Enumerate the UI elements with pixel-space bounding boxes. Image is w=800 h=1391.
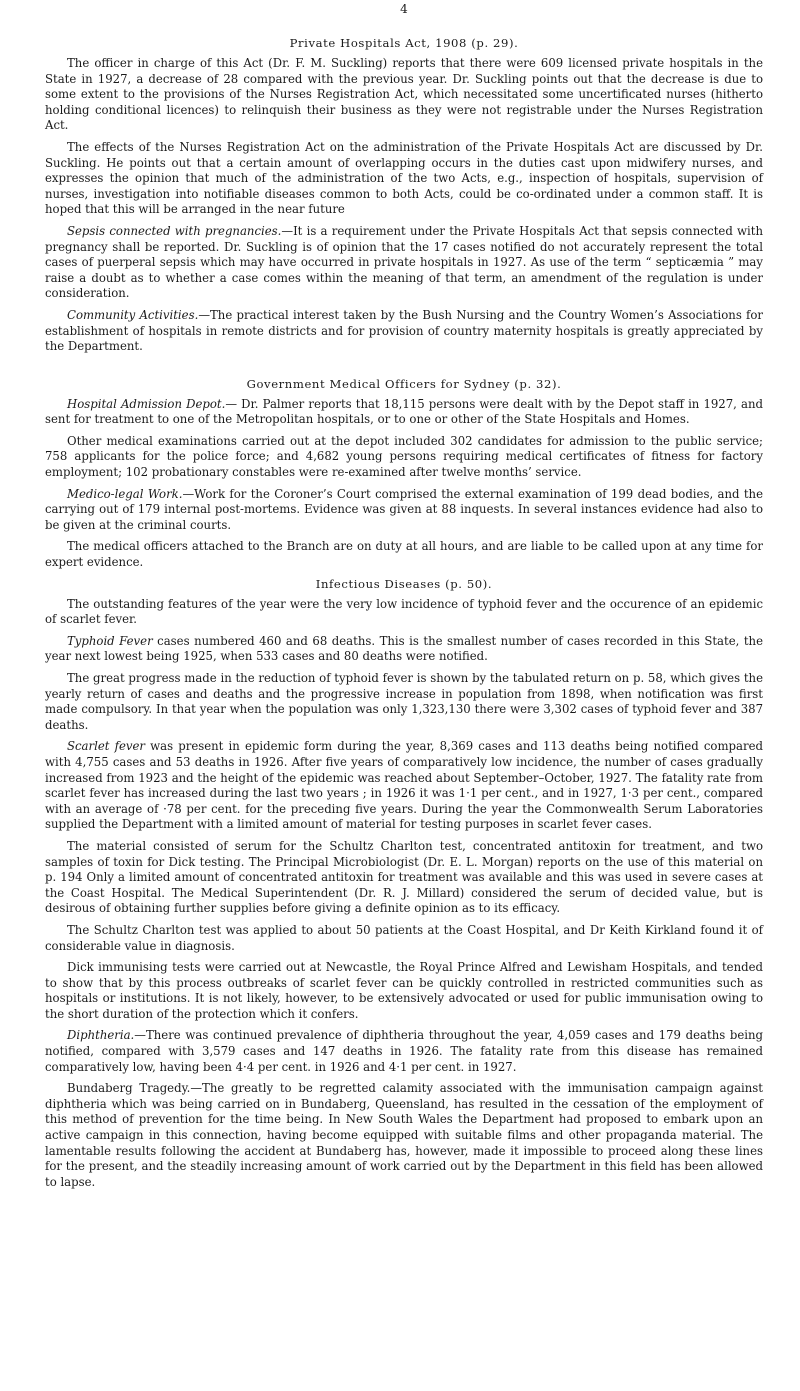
paragraph: Other medical examinations carried out at the depot included 302 candidates for admission to the public service; 758 applicants for the police force; and 4,682 young persons requiring medical certificates of fitness for factory employment; 102 probationary constables were re-examined after twelve months’ service. bbox=[45, 433, 763, 480]
paragraph-lead: Community Activities. bbox=[67, 307, 199, 322]
paragraph: The medical officers attached to the Branch are on duty at all hours, and are liable to be called upon at any time for expert evidence. bbox=[45, 539, 763, 570]
paragraph: Sepsis connected with pregnancies.—It is a requirement under the Private Hospitals Act that sepsis connected with pregnancy shall be reported. Dr. Suckling is of opinion that the 17 cases notified do not accurately represent the total cases of puerperal sepsis which may have occurred in private hospitals in 1927. As use of the term “ septicæmia ” may raise a doubt as to whether a case comes within the meaning of that term, an amendment of the regulation is under consideration. bbox=[45, 223, 763, 301]
section-infectious-diseases bbox=[45, 577, 763, 1191]
paragraph-lead: Scarlet fever bbox=[67, 739, 145, 754]
paragraph-lead: Hospital Admission Depot. bbox=[67, 396, 226, 411]
paragraph-lead: Sepsis connected with pregnancies. bbox=[67, 223, 282, 238]
paragraph: Bundaberg Tragedy.—The greatly to be regretted calamity associated with the immunisation campaign against diphtheria which was being carried on in Bundaberg, Queensland, has resulted in the cessation of the employment of this method of prevention for the time being. In New South Wales the Department had proposed to embark upon an active campaign in this connection, having become equipped with suitable films and other propaganda material. The lamentable results following the accident at Bundaberg has, however, made it impossible to proceed along these lines for the present, and the steadily increasing amount of work carried out by the Department in this field has been allowed to lapse. bbox=[45, 1081, 763, 1189]
paragraph: The material consisted of serum for the Schultz Charlton test, concentrated antitoxin for treatment, and two samples of toxin for Dick testing. The Principal Microbiologist (Dr. E. L. Morgan) reports on the use of this material on p. 194 Only a limited amount of concentrated antitoxin for treatment was available and this was used in severe cases at the Coast Hospital. The Medical Superintendent (Dr. R. J. Millard) considered the serum of decided value, but is desirous of obtaining further supplies before giving a definite opinion as to its efficacy. bbox=[45, 838, 763, 916]
paragraph: The effects of the Nurses Registration Act on the administration of the Private Hospitals Act are discussed by Dr. Suckling. He points out that a certain amount of overlapping occurs in the duties cast upon midwifery nurses, and expresses the opinion that much of the administration of the two Acts, e.g., inspection of hospitals, supervision of nurses, investigation into notifiable diseases common to both Acts, could be co-ordinated under a common staff. It is hoped that this will be arranged in the near future bbox=[45, 139, 763, 217]
section-government-medical-officers bbox=[45, 377, 763, 571]
section-private-hospitals-act bbox=[45, 36, 763, 355]
paragraph: Dick immunising tests were carried out at Newcastle, the Royal Prince Alfred and Lewisham Hospitals, and tended to show that by this process outbreaks of scarlet fever can be quickly controlled in restricted communities such as hospitals or institutions. It is not likely, however, to be extensively advocated or used for public immunisation owing to the short duration of the protection which it confers. bbox=[45, 960, 763, 1021]
paragraph: The outstanding features of the year were the very low incidence of typhoid fever and the occurence of an epidemic of scarlet fever. bbox=[45, 596, 763, 627]
paragraph: The great progress made in the reduction of typhoid fever is shown by the tabulated return on p. 58, which gives the yearly return of cases and deaths and the progressive increase in population from 1898, when notification was first made compulsory. In that year when the population was only 1,323,130 there were 3,302 cases of typhoid fever and 387 deaths. bbox=[45, 671, 763, 732]
section-heading: Government Medical Officers for Sydney (p. 32). bbox=[246, 376, 562, 391]
section-heading: Private Hospitals Act, 1908 (p. 29). bbox=[289, 36, 519, 50]
paragraph: The officer in charge of this Act (Dr. F. M. Suckling) reports that there were 609 licensed private hospitals in the State in 1927, a decrease of 28 compared with the previous year. Dr. Suckling points out that the decrease is due to some extent to the provisions of the Nurses Registration Act, which necessitated some uncertificated nurses (hitherto holding conditional licences) to relinquish their business as they were not registrable under the Nurses Registration Act. bbox=[45, 56, 763, 133]
paragraph-lead: Typhoid Fever bbox=[67, 633, 153, 648]
paragraph-lead: Diphtheria. bbox=[67, 1028, 135, 1043]
paragraph: Scarlet fever was present in epidemic form during the year, 8,369 cases and 113 deaths being notified compared with 4,755 cases and 53 deaths in 1926. After five years of comparatively low incidence, the number of cases gradually increased from 1923 and the height of the epidemic was reached about September–October, 1927. The fatality rate from scarlet fever has increased during the last two years ; in 1926 it was 1·1 per cent., and in 1927, 1·3 per cent., compared with an average of ·78 per cent. for the preceding five years. During the year the Commonwealth Serum Laboratories supplied the Department with a limited amount of material for testing purposes in scarlet fever cases. bbox=[45, 739, 763, 832]
section-heading: Infectious Diseases (p. 50). bbox=[315, 576, 493, 591]
paragraph: Hospital Admission Depot.— Dr. Palmer reports that 18,115 persons were dealt with by the Depot staff in 1927, and sent for treatment to one of the Metropolitan hospitals, or to one or other of the State Hospitals and Homes. bbox=[45, 396, 763, 427]
page-number: 4 bbox=[400, 2, 408, 16]
paragraph: Diphtheria.—There was continued prevalence of diphtheria throughout the year, 4,059 cases and 179 deaths being notified, compared with 3,579 cases and 147 deaths in 1926. The fatality rate from this disease has remained comparatively low, having been 4·4 per cent. in 1926 and 4·1 per cent. in 1927. bbox=[45, 1028, 763, 1074]
paragraph: Community Activities.—The practical interest taken by the Bush Nursing and the Country Women’s Associations for establishment of hospitals in remote districts and for provision of country maternity hospitals is greatly appreciated by the Department. bbox=[45, 307, 763, 354]
paragraph: Medico-legal Work.—Work for the Coroner’s Court comprised the external examination of 199 dead bodies, and the carrying out of 179 internal post-mortems. Evidence was given at 88 inquests. In several instances evidence had also to be given at the criminal courts. bbox=[45, 486, 763, 532]
paragraph-lead: Medico-legal Work. bbox=[67, 486, 183, 501]
paragraph: Typhoid Fever cases numbered 460 and 68 deaths. This is the smallest number of cases recorded in this State, the year next lowest being 1925, when 533 cases and 80 deaths were notified. bbox=[45, 633, 763, 664]
paragraph: The Schultz Charlton test was applied to about 50 patients at the Coast Hospital, and Dr Keith Kirkland found it of considerable value in diagnosis. bbox=[45, 922, 763, 953]
